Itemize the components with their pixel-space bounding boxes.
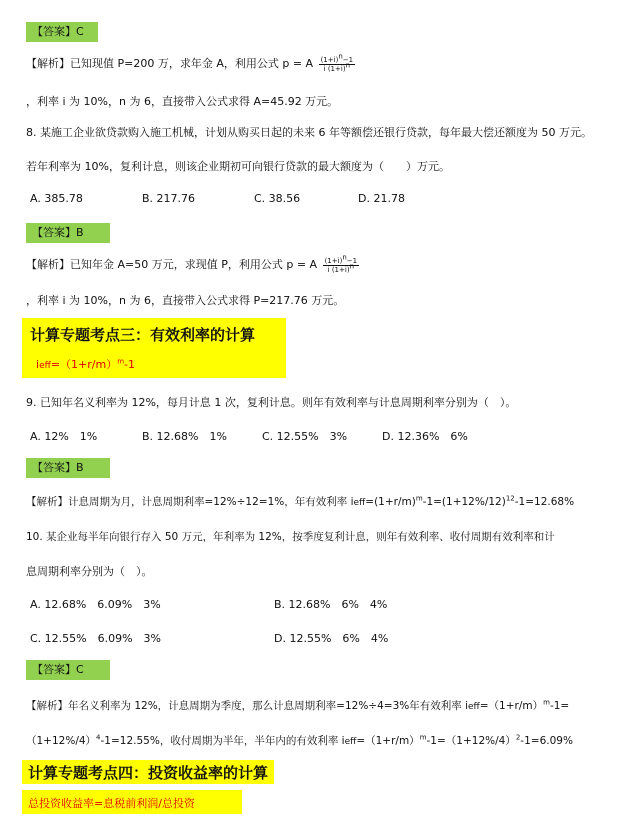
q8-frac-num: (1+i) [324, 256, 343, 265]
q10-analysis-line1 [26, 698, 569, 713]
q9-analysis-sup1: m [415, 494, 423, 503]
q9-analysis-sub: eff [353, 498, 366, 508]
q8-question-line2: 若年利率为 10%，复利计息，则该企业期初可向银行贷款的最大额度为（ ）万元。 [26, 160, 450, 173]
topic3-formula [36, 356, 135, 372]
q10-analysis-a2-sup1: 4 [96, 733, 101, 742]
q10-analysis-a1-b: =（1+r/m） [479, 700, 544, 712]
q10-analysis-a2-sup2: m [419, 733, 427, 742]
q7-frac-num-post: −1 [342, 55, 354, 64]
q10-analysis-a1-sup: m [543, 698, 550, 707]
q10-analysis-a2-c: =（1+r/m） [356, 735, 420, 747]
q9-analysis-b: =(1+r/m) [365, 496, 416, 508]
q7-frac-den: i (1+i) [323, 64, 346, 73]
q10-option-b: B. 12.68% 6% 4% [274, 598, 388, 611]
answer-tag-q9: 【答案】B [26, 458, 110, 478]
q10-analysis-a2-e: -1=6.09% [520, 735, 573, 747]
q9-analysis-sup2: 12 [505, 494, 515, 503]
topic4-title: 计算专题考点四：投资收益率的计算 [28, 764, 269, 782]
topic3-formula-sub: eff [39, 361, 51, 371]
q9-question-line1: 9. 已知年名义利率为 12%，每月计息 1 次，复利计息。则年有效利率与计息周期利率分别为（ ）。 [26, 396, 517, 409]
topic3-title: 计算专题考点三：有效利率的计算 [30, 326, 256, 344]
q9-analysis [26, 494, 574, 509]
topic3-box [22, 318, 286, 378]
q8-formula-fraction [323, 253, 360, 274]
topic4-formula-box [22, 790, 242, 814]
q8-analysis-line2: ，利率 i 为 10%，n 为 6，直接带入公式求得 P=217.76 万元。 [26, 294, 345, 307]
q9-option-c: C. 12.55% 3% [262, 430, 348, 443]
q9-option-d: D. 12.36% 6% [382, 430, 468, 443]
q9-analysis-c: -1=(1+12%/12) [422, 496, 506, 508]
q7-frac-den-sup: n [345, 61, 350, 70]
q8-frac-num-post: −1 [346, 256, 358, 265]
q10-analysis-a2-sub: eff [344, 737, 357, 747]
q10-analysis-a2-d: -1=（1+12%/4） [426, 735, 516, 747]
q10-analysis-a1-c: -1= [549, 700, 570, 712]
topic4-formula: 总投资收益率=息税前利润/总投资 [28, 797, 195, 810]
q10-question-line1: 10. 某企业每半年向银行存入 50 万元，年利率为 12%，按季度复利计息，则年有效利率、收付周期有效利率和计 [26, 531, 555, 543]
q7-frac-num-sup: n [338, 52, 343, 61]
q8-option-a: A. 385.78 [30, 192, 83, 205]
q10-option-c: C. 12.55% 6.09% 3% [30, 632, 162, 645]
q10-analysis-line2 [26, 733, 573, 748]
q7-analysis [26, 52, 355, 73]
answer-tag-q7: 【答案】C [26, 22, 98, 42]
q8-frac-num-sup: n [342, 253, 347, 262]
q10-option-a: A. 12.68% 6.09% 3% [30, 598, 161, 611]
q9-analysis-a: 【解析】计息周期为月，计息周期利率=12%÷12=1%，年有效利率 i [26, 496, 354, 508]
q10-option-d: D. 12.55% 6% 4% [274, 632, 389, 645]
q10-analysis-a1-sub: eff [468, 702, 480, 712]
q7-frac-num: (1+i) [320, 55, 339, 64]
q8-analysis [26, 253, 359, 274]
q9-option-b: B. 12.68% 1% [142, 430, 227, 443]
q10-question-line2: 息周期利率分别为（ ）。 [26, 565, 153, 578]
q8-option-c: C. 38.56 [254, 192, 301, 205]
q7-analysis-text: 【解析】已知现值 P=200 万，求年金 A，利用公式 p = A [26, 57, 314, 70]
topic3-formula-post: -1 [124, 358, 135, 371]
q10-analysis-a2-a: （1+12%/4） [26, 735, 97, 747]
answer-tag-q10: 【答案】C [26, 660, 110, 680]
q9-analysis-d: -1=12.68% [514, 496, 575, 508]
q10-analysis-a1: 【解析】年名义利率为 12%，计息周期为季度，那么计息周期利率=12%÷4=3%年有效利率 i [26, 700, 468, 712]
topic3-formula-sup: m [117, 357, 125, 366]
q8-frac-den: i (1+i) [327, 265, 350, 274]
q9-option-a: A. 12% 1% [30, 430, 98, 443]
q10-analysis-a2-b: -1=12.55%，收付周期为半年，半年内的有效利率 i [100, 735, 345, 747]
q7-analysis-line2: ，利率 i 为 10%，n 为 6，直接带入公式求得 A=45.92 万元。 [26, 95, 339, 108]
q8-analysis-text: 【解析】已知年金 A=50 万元，求现值 P，利用公式 p = A [26, 258, 318, 271]
q8-option-b: B. 217.76 [142, 192, 196, 205]
q10-analysis-a2-sup3: 2 [515, 733, 521, 742]
answer-tag-q8: 【答案】B [26, 223, 110, 243]
q8-option-d: D. 21.78 [358, 192, 405, 205]
q7-formula-fraction [319, 52, 356, 73]
topic3-formula-mid: =（1+r/m） [50, 358, 118, 371]
topic3-formula-pre: i [36, 358, 40, 371]
q8-question-line1: 8. 某施工企业欲贷款购入施工机械，计划从购买日起的未来 6 年等额偿还银行贷款，每年最大偿还额度为 50 万元。 [26, 126, 592, 139]
topic4-title-box [22, 760, 274, 784]
q8-frac-den-sup: n [349, 262, 354, 271]
